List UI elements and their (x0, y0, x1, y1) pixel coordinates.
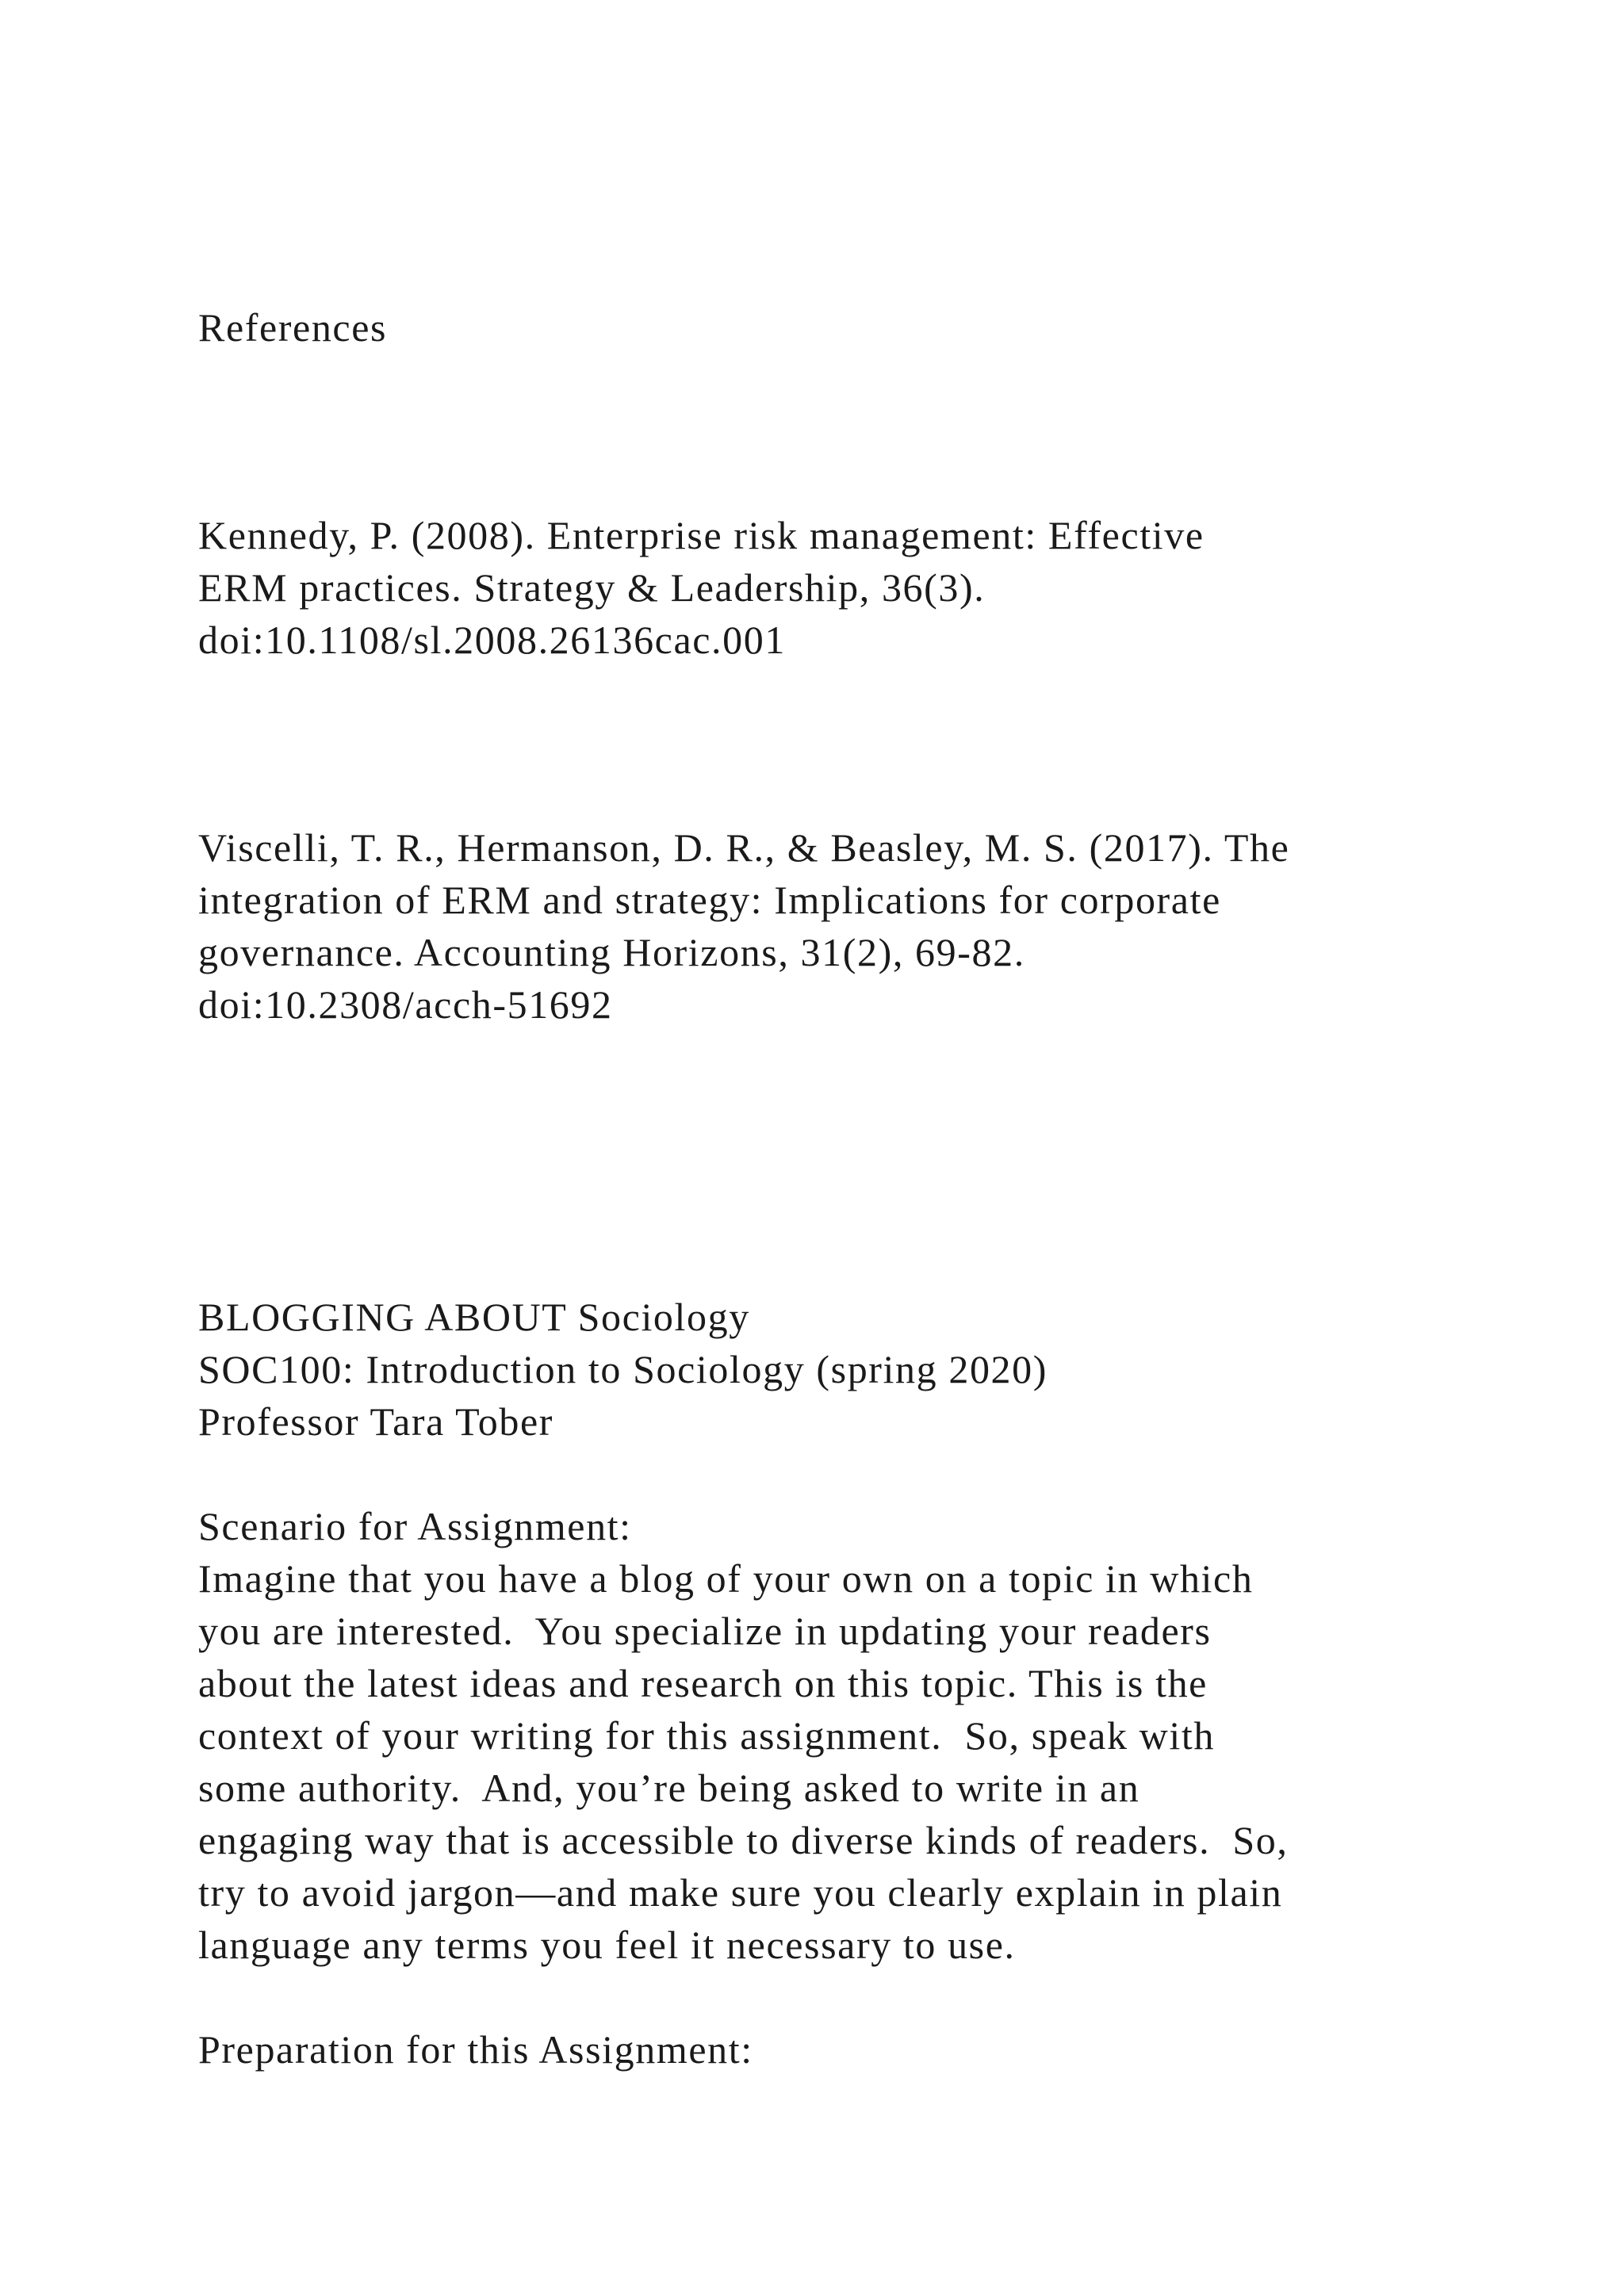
scenario-line-8: language any terms you feel it necessary to use. (198, 1923, 1016, 1967)
scenario-line-1: Imagine that you have a blog of your own on a topic in which (198, 1556, 1254, 1601)
assignment-title: BLOGGING ABOUT Sociology (198, 1295, 750, 1339)
reference-kennedy-line-1: Kennedy, P. (2008). Enterprise risk management: Effective (198, 513, 1205, 557)
references-heading: References (198, 305, 388, 350)
scenario-line-3: about the latest ideas and research on this topic. This is the (198, 1661, 1208, 1705)
scenario-line-5: some authority. And, you’re being asked to write in an (198, 1766, 1140, 1810)
reference-kennedy-line-2: ERM practices. Strategy & Leadership, 36(3). (198, 565, 986, 610)
scenario-line-7: try to avoid jargon—and make sure you clearly explain in plain (198, 1870, 1283, 1915)
course-name: SOC100: Introduction to Sociology (spring 2020) (198, 1347, 1048, 1391)
professor-name: Professor Tara Tober (198, 1399, 554, 1444)
scenario-line-4: context of your writing for this assignment. So, speak with (198, 1713, 1215, 1758)
reference-viscelli-line-2: integration of ERM and strategy: Implications for corporate (198, 878, 1221, 922)
reference-viscelli-line-1: Viscelli, T. R., Hermanson, D. R., & Beasley, M. S. (2017). The (198, 825, 1290, 870)
reference-kennedy-line-3: doi:10.1108/sl.2008.26136cac.001 (198, 618, 786, 662)
scenario-line-6: engaging way that is accessible to diverse kinds of readers. So, (198, 1818, 1289, 1862)
scenario-heading: Scenario for Assignment: (198, 1504, 632, 1548)
reference-viscelli-line-4: doi:10.2308/acch-51692 (198, 982, 613, 1027)
preparation-heading: Preparation for this Assignment: (198, 2027, 753, 2072)
reference-viscelli-line-3: governance. Accounting Horizons, 31(2), 69-82. (198, 930, 1025, 974)
scenario-line-2: you are interested. You specialize in updating your readers (198, 1609, 1212, 1653)
